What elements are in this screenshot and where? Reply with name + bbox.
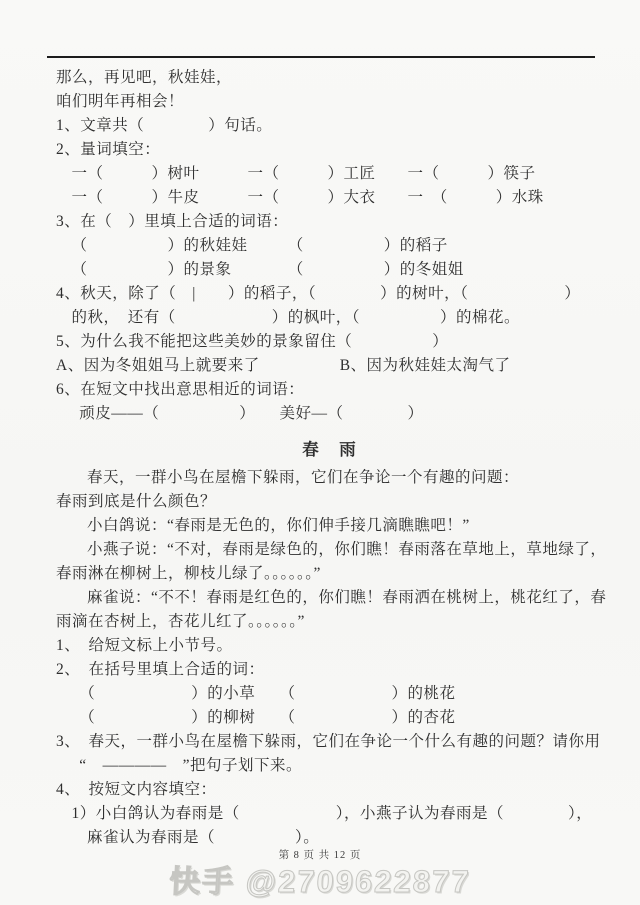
watermark-text: 快手 @2709622877 — [168, 864, 472, 899]
text-line: 小白鸽说：“春雨是无色的，你们伸手接几滴瞧瞧吧！” — [87, 517, 470, 534]
text-line: 5、为什么我不能把这些美妙的景象留住（ ） — [56, 333, 449, 350]
text-line: 2、量词填空： — [56, 141, 161, 158]
text-line: 雨滴在杏树上，杏花儿红了。。。。。。” — [56, 613, 305, 630]
text-line: 麻雀认为春雨是（ ）。 — [87, 829, 320, 846]
text-line: 一（ ）牛皮 一（ ）大衣 一 （ ）水珠 — [71, 189, 544, 206]
text-line: “ ———— ”把句子划下来。 — [79, 757, 303, 774]
passage-title: 春 雨 — [302, 440, 358, 459]
text-line: 麻雀说：“不不！春雨是红色的，你们瞧！春雨洒在桃树上，桃花红了，春 — [87, 589, 607, 606]
text-line: （ ）的柳树 （ ）的杏花 — [79, 709, 456, 726]
text-line: 1、 给短文标上小节号。 — [56, 637, 233, 654]
text-line: 春天，一群小鸟在屋檐下躲雨，它们在争论一个有趣的问题： — [87, 469, 520, 486]
text-line: 4、秋天，除了（ | ）的稻子，（ ）的树叶，（ ） — [56, 285, 581, 302]
section-spring-rain — [56, 466, 607, 850]
text-line: 春雨到底是什么颜色？ — [56, 493, 217, 510]
text-line: 那么，再见吧，秋娃娃， — [56, 69, 233, 86]
text-line: 小燕子说：“不对，春雨是绿色的，你们瞧！春雨落在草地上，草地绿了， — [87, 541, 607, 558]
text-line: （ ）的秋娃娃 （ ）的稻子 — [71, 237, 448, 254]
section-autumn-exercises — [56, 66, 604, 426]
text-line: 2、 在括号里填上合适的词： — [56, 661, 265, 678]
text-line: A、因为冬姐姐马上就要来了 B、因为秋娃娃太淘气了 — [56, 357, 511, 374]
text-line: （ ）的景象 （ ）的冬姐姐 — [71, 261, 464, 278]
page-content — [56, 66, 607, 850]
text-line: 1、文章共（ ）句话。 — [56, 117, 273, 134]
text-line: 一（ ）树叶 一（ ）工匠 一（ ）筷子 — [71, 165, 536, 182]
text-line: 春雨淋在柳树上，柳枝儿绿了。。。。。。” — [56, 565, 321, 582]
text-line: 顽皮——（ ） 美好—（ ） — [79, 405, 424, 422]
text-line: 的秋， 还有（ ）的枫叶，（ ）的棉花。 — [71, 309, 521, 326]
page-footer: 第 8 页 共 12 页 — [278, 850, 362, 861]
text-line: 4、 按短文内容填空： — [56, 781, 217, 798]
watermark — [0, 856, 640, 901]
text-line: （ ）的小草 （ ）的桃花 — [79, 685, 456, 702]
top-rule — [47, 56, 595, 58]
text-line: 3、在（ ）里填上合适的词语： — [56, 213, 289, 230]
text-line: 1）小白鸽认为春雨是（ ），小燕子认为春雨是（ ）， — [71, 805, 593, 822]
text-line: 6、在短文中找出意思相近的词语： — [56, 381, 305, 398]
text-line: 3、 春天，一群小鸟在屋檐下躲雨，它们在争论一个什么有趣的问题？请你用 — [56, 733, 601, 750]
text-line: 咱们明年再相会！ — [56, 93, 185, 110]
